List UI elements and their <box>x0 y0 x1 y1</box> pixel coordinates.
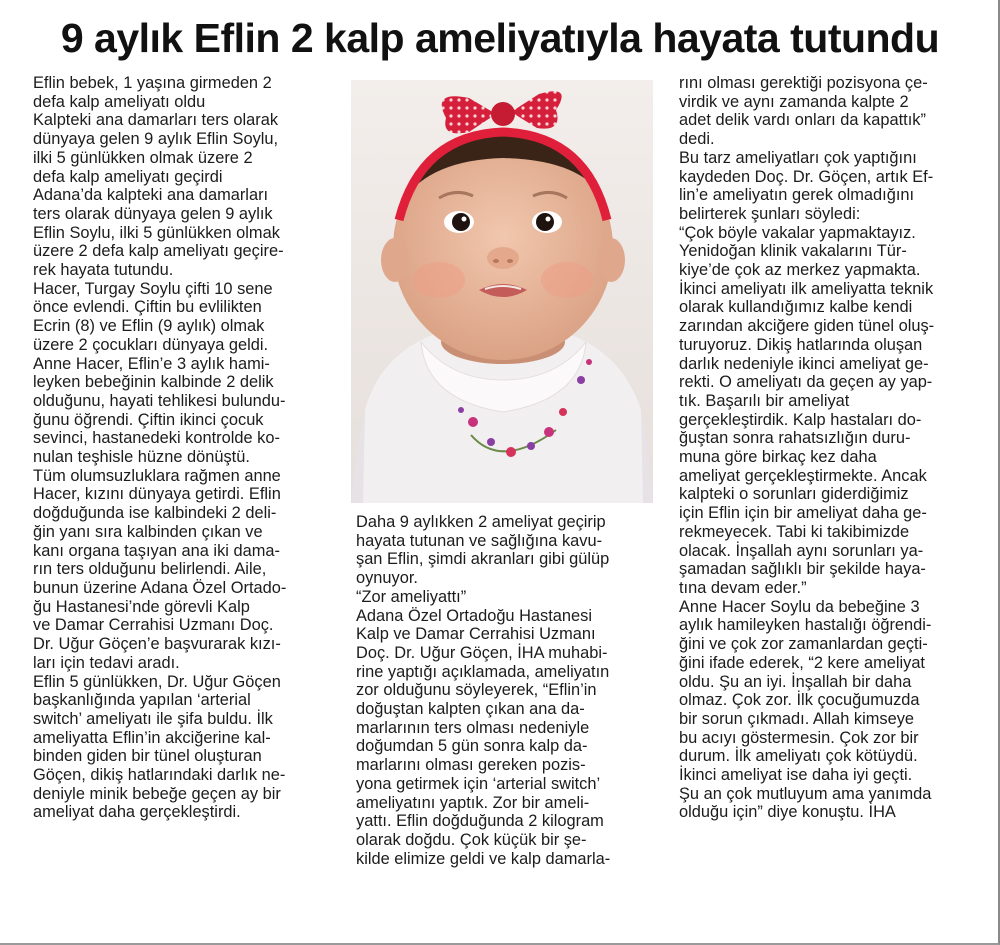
text-line: ları için tedavi aradı. <box>33 653 180 672</box>
text-line: doğduğunda ise kalbindeki 2 deli- <box>33 504 277 523</box>
text-line: defa kalp ameliyatı geçirdi <box>33 167 223 186</box>
text-line: ameliyat gerçekleştirmekte. Ancak <box>679 466 927 485</box>
text-line: darlık nedeniyle ikinci ameliyat ge- <box>679 354 929 373</box>
text-line: ameliyatta Eflin’in akciğerine kal- <box>33 728 271 747</box>
text-line: İkinci ameliyatı ilk ameliyatta teknik <box>679 279 934 298</box>
text-line: kilde elimize geldi ve kalp damarla- <box>356 849 611 868</box>
text-line: rek hayata tutundu. <box>33 261 174 280</box>
text-line: kaydeden Doç. Dr. Göçen, artık Ef- <box>679 167 934 186</box>
text-line: ğuştan sonra rahatsızlığın duru- <box>679 429 911 448</box>
text-line: Ecrin (8) ve Eflin (9 aylık) olmak <box>33 317 265 336</box>
text-line: Kalpteki ana damarları ters olarak <box>33 111 279 130</box>
text-line: ğu Hastanesi’nde görevli Kalp <box>33 597 250 616</box>
text-line: Adana’da kalpteki ana damarları <box>33 186 269 205</box>
text-line: sevinci, hastanedeki kontrolde ko- <box>33 429 280 448</box>
text-line: nulan teşhisle hüzne dönüştü. <box>33 448 250 467</box>
text-line: Hacer, kızını dünyaya getirdi. Eflin <box>33 485 281 504</box>
text-line: virdik ve aynı zamanda kalpte 2 <box>679 92 909 111</box>
text-line: üzere 2 çocukları dünyaya geldi. <box>33 335 269 354</box>
text-line: olmaz. Çok zor. İlk çocuğumuzda <box>679 691 920 710</box>
text-line: muna göre birkaç kez daha <box>679 448 877 467</box>
text-line: ters olarak dünyaya gelen 9 aylık <box>33 204 273 223</box>
text-line: için Eflin için bir ameliyat daha ge- <box>679 504 927 523</box>
text-line: deniyle minik bebeğe geçen ay bir <box>33 784 281 803</box>
text-line: Dr. Uğur Göçen’e başvurarak kızı- <box>33 635 281 654</box>
text-line: Doç. Dr. Uğur Göçen, İHA muhabi- <box>356 643 608 662</box>
text-line: dünyaya gelen 9 aylık Eflin Soylu, <box>33 130 279 149</box>
text-line: oldu. Şu an iyi. İnşallah bir daha <box>679 672 912 691</box>
article-column-3 <box>679 74 979 822</box>
text-line: İkinci ameliyat ise daha iyi geçti. <box>679 766 913 785</box>
text-line: “Çok böyle vakalar yapmaktayız. <box>679 223 916 242</box>
text-line: Göçen, dikiş hatlarındaki darlık ne- <box>33 766 286 785</box>
text-line: şamadan sağlıklı bir şekilde haya- <box>679 560 926 579</box>
text-line: rekmeyecek. Tabi ki takibimizde <box>679 522 910 541</box>
text-line: rine yaptığı açıklamada, ameliyatın <box>356 662 610 681</box>
text-line: marlarını olması gereken pozis- <box>356 756 586 775</box>
article-column-1 <box>33 74 338 822</box>
text-line: Adana Özel Ortadoğu Hastanesi <box>356 606 592 625</box>
text-line: Şu an çok mutluyum ama yanımda <box>679 784 932 803</box>
text-line: yona getirmek için ‘arterial switch’ <box>356 774 601 793</box>
headline: 9 aylık Eflin 2 kalp ameliyatıyla hayata tutundu <box>60 15 940 61</box>
text-line: durum. İlk ameliyatı çok kötüydü. <box>679 747 918 766</box>
text-line: tık. Başarılı bir ameliyat <box>679 391 850 410</box>
text-line: Bu tarz ameliyatları çok yaptığını <box>679 148 917 167</box>
text-line: oynuyor. <box>356 569 418 588</box>
text-line: başkanlığında yapılan ‘arterial <box>33 691 251 710</box>
text-line: ve Damar Cerrahisi Uzmanı Doç. <box>33 616 274 635</box>
text-line: belirterek şunları söyledi: <box>679 204 861 223</box>
text-line: defa kalp ameliyatı oldu <box>33 92 206 111</box>
text-line: tına devam eder.” <box>679 578 807 597</box>
text-line: Daha 9 aylıkken 2 ameliyat geçirip <box>356 513 606 531</box>
text-line: Eflin bebek, 1 yaşına girmeden 2 <box>33 74 272 92</box>
baby-photo <box>351 80 653 503</box>
text-line: Hacer, Turgay Soylu çifti 10 sene <box>33 279 273 298</box>
text-line: kiye’de çok az merkez yapmakta. <box>679 261 921 280</box>
text-line: Eflin 5 günlükken, Dr. Uğur Göçen <box>33 672 281 691</box>
text-line: ğini ve çok zor zamanlardan geçti- <box>679 635 928 654</box>
text-line: olacak. İnşallah aynı sorunları ya- <box>679 541 924 560</box>
text-line: ğin yanı sıra kalbinden çıkan ve <box>33 522 263 541</box>
text-line: önce evlendi. Çiftin bu evlilikten <box>33 298 262 317</box>
text-line: rın ters olduğunu belirlendi. Aile, <box>33 560 267 579</box>
text-line: switch’ ameliyatı ile şifa buldu. İlk <box>33 709 273 728</box>
text-line: ilki 5 günlükken olmak üzere 2 <box>33 148 253 167</box>
text-line: ameliyatını yaptık. Zor bir ameli- <box>356 793 590 812</box>
text-line: olarak kullandığımız kalbe kendi <box>679 298 913 317</box>
text-line: kalpteki o sorunları giderdiğimiz <box>679 485 909 504</box>
article-column-2 <box>356 513 666 868</box>
text-line: doğuştan kalpten çıkan ana da- <box>356 700 585 719</box>
text-line: Eflin Soylu, ilki 5 günlükken olmak <box>33 223 280 242</box>
text-line: leyken bebeğinin kalbinde 2 delik <box>33 373 274 392</box>
text-line: aylık hamileyken hastalığı öğrendi- <box>679 616 932 635</box>
text-line: “Zor ameliyattı” <box>356 587 467 606</box>
text-line: Kalp ve Damar Cerrahisi Uzmanı <box>356 625 596 644</box>
text-line: lin’e ameliyatın gerek olmadığını <box>679 186 915 205</box>
text-line: turuyoruz. Dikiş hatlarında oluşan <box>679 335 923 354</box>
text-line: rını olması gerektiği pozisyona çe- <box>679 74 928 92</box>
text-line: ğini ifade ederek, “2 kere ameliyat <box>679 653 925 672</box>
text-line: olarak doğdu. Çok küçük bir şe- <box>356 830 587 849</box>
text-line: bu acıyı göstermesin. Çok zor bir <box>679 728 919 747</box>
text-line: gerçekleştirdik. Kalp hastaları do- <box>679 410 922 429</box>
text-line: ğunu öğrendi. Çiftin ikinci çocuk <box>33 410 264 429</box>
text-line: şan Eflin, şimdi akranları gibi gülüp <box>356 550 610 569</box>
text-line: kanı organa taşıyan ana iki dama- <box>33 541 280 560</box>
text-line: bunun üzerine Adana Özel Ortado- <box>33 578 287 597</box>
text-line: olduğunu, hayati tehlikesi bulundu- <box>33 391 286 410</box>
text-line: ameliyat daha gerçekleştirdi. <box>33 803 241 822</box>
text-line: rekti. O ameliyatı da geçen ay yap- <box>679 373 933 392</box>
text-line: binden giden bir tünel oluşturan <box>33 747 262 766</box>
text-line: dedi. <box>679 130 715 149</box>
text-line: zor olduğunu söyleyerek, “Eflin’in <box>356 681 597 700</box>
text-line: Anne Hacer Soylu da bebeğine 3 <box>679 597 920 616</box>
text-line: üzere 2 defa kalp ameliyatı geçire- <box>33 242 284 261</box>
text-line: bir sorun çıkmadı. Allah kimseye <box>679 709 915 728</box>
text-line: adet delik vardı onları da kapattık” <box>679 111 926 130</box>
text-line: yattı. Eflin doğduğunda 2 kilogram <box>356 812 604 831</box>
text-line: marlarının ters olması nedeniyle <box>356 718 590 737</box>
text-line: olduğu için” diye konuştu. İHA <box>679 803 896 822</box>
text-line: doğumdan 5 gün sonra kalp da- <box>356 737 588 756</box>
text-line: hayata tutunan ve sağlığına kavu- <box>356 531 603 550</box>
text-line: Yenidoğan klinik vakalarını Tür- <box>679 242 907 261</box>
baby-photo-illustration <box>351 80 653 503</box>
text-line: zarından akciğere giden tünel oluş- <box>679 317 935 336</box>
text-line: Tüm olumsuzluklara rağmen anne <box>33 466 281 485</box>
text-line: Anne Hacer, Eflin’e 3 aylık hami- <box>33 354 270 373</box>
